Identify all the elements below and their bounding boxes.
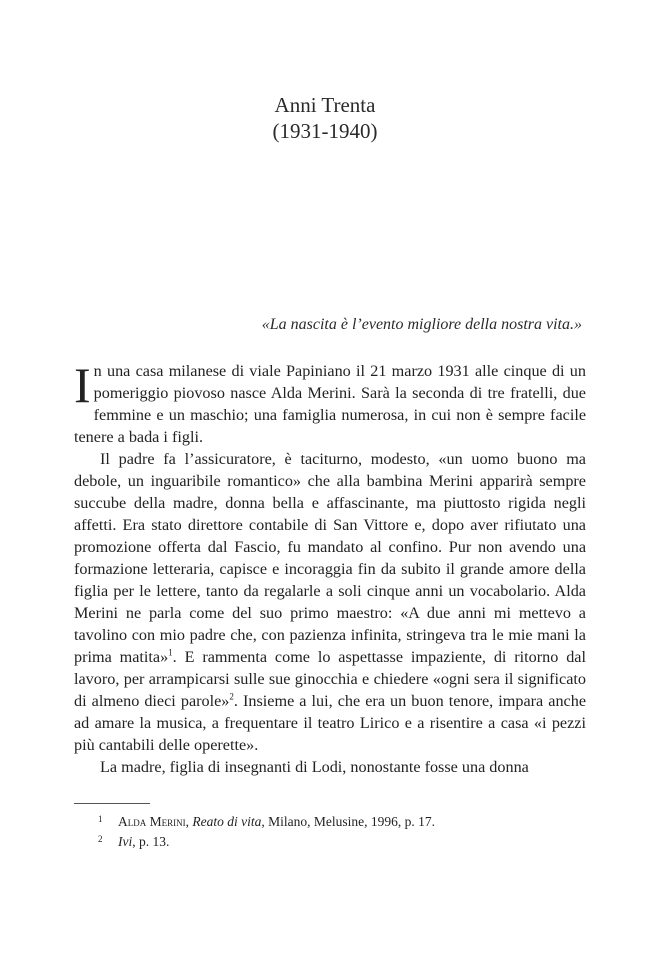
footnotes	[98, 812, 558, 852]
footnote-ref-1: 1	[168, 647, 173, 658]
paragraph-2-part-b: . E rammenta come lo aspettasse impaziente, di ritorno dal lavoro, per arrampicarsi sulle sue ginocchia e chiedere «ogni sera il significato di almeno dieci parole»	[74, 648, 586, 710]
chapter-title-years: (1931-1940)	[272, 119, 378, 143]
body-text	[74, 357, 587, 778]
paragraph-2-part-a: Il padre fa l’assicuratore, è taciturno, modesto, «un uomo buono ma debole, un inguaribile romantico» che alla bambina Merini apparirà sempre succube della madre, donna bella e affascinante, ma piuttosto rigida negli affetti. Era stato direttore contabile di San Vittore e, dopo aver rifiutato una promozione offerta dal Fascio, fu mandato al confino. Pur non avendo una formazione letteraria, capisce e incoraggia fin da subito il grande amore della figlia per le lettere, tanto da regalarle a soli cinque anni un vocabolario. Alda Merini ne parla come del suo primo maestro: «A due anni mi mettevo a tavolino con mio padre che, con pazienza infinita, stringeva tra le mie mani la prima matita»	[74, 450, 586, 666]
chapter-title-main: Anni Trenta	[274, 93, 376, 117]
footnote-work-title: Reato di vita	[192, 814, 262, 829]
chapter-title	[0, 92, 650, 144]
footnote-ref-2: 2	[229, 691, 234, 702]
footnote-work-title: Ivi	[118, 834, 133, 849]
footnote-author: Alda Merini	[118, 814, 186, 829]
footnote-number: 1	[98, 814, 103, 824]
paragraph-2-part-c: . Insieme a lui, che era un buon tenore, impara anche ad amare la musica, a frequentare il teatro Lirico e a risentire a casa «i pezzi più cantabili delle operette».	[74, 692, 587, 754]
footnote-separator: ,	[185, 814, 193, 829]
paragraph-3: La madre, figlia di insegnanti di Lodi, nonostante fosse una donna	[100, 758, 529, 776]
footnote-citation: , Milano, Melusine, 1996, p. 17.	[261, 814, 435, 829]
paragraph-1: In una casa milanese di viale Papiniano il 21 marzo 1931 alle cinque di un pomeriggio piovoso nasce Alda Merini. Sarà la seconda di tre fratelli, due femmine e un maschio; una famiglia numerosa, in cui non è sempre facile tenere a bada i figli.	[74, 357, 586, 446]
epigraph: «La nascita è l’evento migliore della nostra vita.»	[261, 316, 582, 333]
footnote-1	[98, 812, 558, 832]
paragraph-2	[74, 448, 586, 756]
footnote-number: 2	[98, 834, 103, 844]
footnote-citation: , p. 13.	[132, 834, 170, 849]
footnote-2	[98, 832, 558, 852]
footnote-divider	[74, 803, 150, 804]
